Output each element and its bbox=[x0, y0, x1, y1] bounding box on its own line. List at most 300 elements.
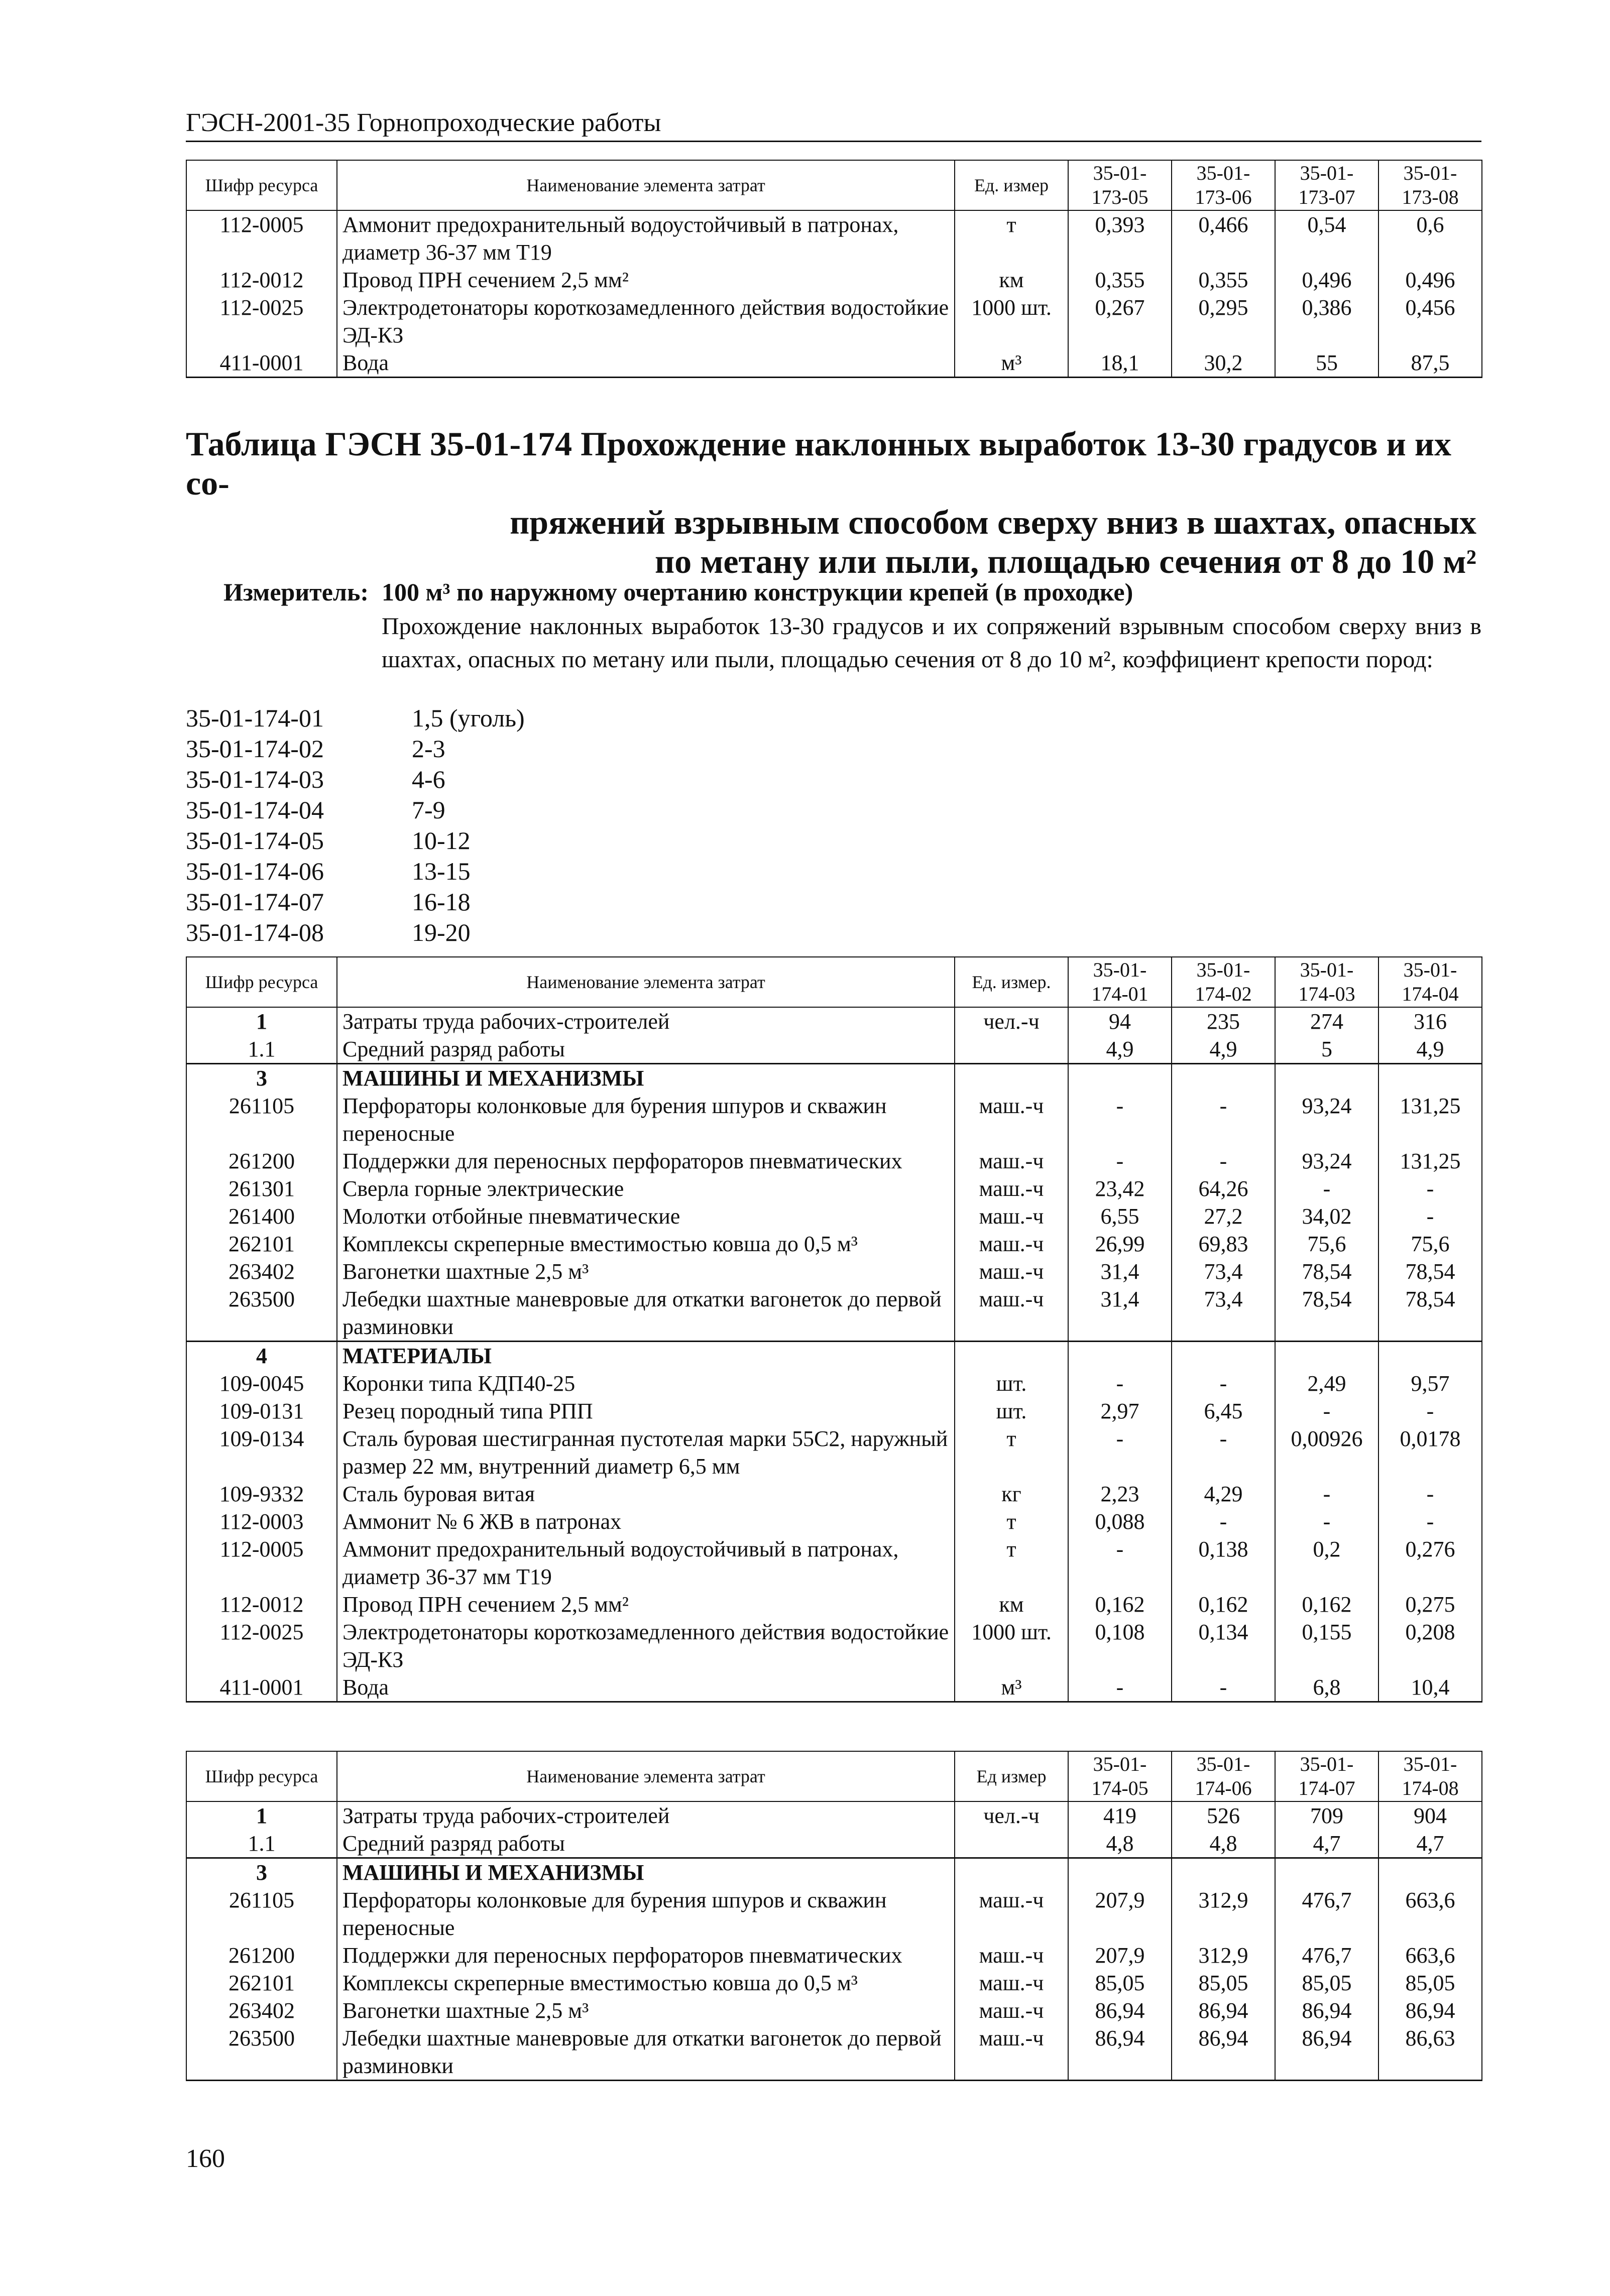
table-row bbox=[186, 1064, 1482, 1093]
value-cell: - bbox=[1275, 1397, 1378, 1425]
code-row bbox=[186, 734, 525, 764]
value-cell: 0,295 bbox=[1172, 294, 1275, 349]
value-cell: 4,8 bbox=[1172, 1830, 1275, 1858]
header-name: Наименование элемента затрат bbox=[337, 160, 955, 210]
value-cell: 31,4 bbox=[1068, 1285, 1172, 1342]
value-cell: 904 bbox=[1378, 1801, 1482, 1830]
header-norm-code: 35-01- 174-06 bbox=[1172, 1751, 1275, 1801]
header-name: Наименование элемента затрат bbox=[337, 1751, 955, 1801]
table-row bbox=[186, 1591, 1482, 1618]
value-cell bbox=[1172, 1342, 1275, 1370]
table-row bbox=[186, 1858, 1482, 1887]
value-cell: 64,26 bbox=[1172, 1175, 1275, 1202]
value-cell bbox=[1068, 1064, 1172, 1093]
header-norm-code: 35-01- 174-02 bbox=[1172, 957, 1275, 1007]
value-cell bbox=[1172, 1064, 1275, 1093]
value-cell: 78,54 bbox=[1275, 1285, 1378, 1342]
resource-name: Вода bbox=[337, 1673, 955, 1702]
resource-code: 1 bbox=[186, 1801, 337, 1830]
rock-hardness: 19-20 bbox=[412, 918, 471, 946]
resource-name: Электродетонаторы короткозамедленного действия водостойкие ЭД-КЗ bbox=[337, 294, 955, 349]
value-cell: - bbox=[1172, 1673, 1275, 1702]
value-cell: 0,138 bbox=[1172, 1535, 1275, 1591]
value-cell: 235 bbox=[1172, 1007, 1275, 1035]
table-row bbox=[186, 294, 1482, 349]
value-cell: 9,57 bbox=[1378, 1370, 1482, 1397]
header-norm-code: 35-01- 173-06 bbox=[1172, 160, 1275, 210]
table-row bbox=[186, 1342, 1482, 1370]
resource-code: 263500 bbox=[186, 1285, 337, 1342]
value-cell: 0,456 bbox=[1378, 294, 1482, 349]
unit: км bbox=[955, 266, 1068, 294]
value-cell: 0,496 bbox=[1275, 266, 1378, 294]
norm-code: 35-01-174-08 bbox=[186, 918, 324, 946]
code-row bbox=[186, 764, 525, 795]
value-cell: 0,267 bbox=[1068, 294, 1172, 349]
value-cell bbox=[1068, 1858, 1172, 1887]
value-cell: 86,63 bbox=[1378, 2024, 1482, 2081]
value-cell: 86,94 bbox=[1172, 1997, 1275, 2024]
header-code: Шифр ресурса bbox=[186, 160, 337, 210]
unit: маш.-ч bbox=[955, 1886, 1068, 1942]
resource-code: 3 bbox=[186, 1064, 337, 1093]
header-norm-code: 35-01- 173-05 bbox=[1068, 160, 1172, 210]
value-cell: - bbox=[1172, 1508, 1275, 1535]
header-norm-code: 35-01- 173-08 bbox=[1378, 160, 1482, 210]
value-cell: 274 bbox=[1275, 1007, 1378, 1035]
value-cell: 69,83 bbox=[1172, 1230, 1275, 1258]
page-number: 160 bbox=[186, 2144, 225, 2173]
value-cell: 312,9 bbox=[1172, 1942, 1275, 1969]
norm-code: 35-01-174-01 bbox=[186, 704, 324, 732]
value-cell: 18,1 bbox=[1068, 349, 1172, 378]
resource-name: Электродетонаторы короткозамедленного действия водостойкие ЭД-КЗ bbox=[337, 1618, 955, 1673]
table-row bbox=[186, 1886, 1482, 1942]
value-cell: 94 bbox=[1068, 1007, 1172, 1035]
value-cell: - bbox=[1378, 1202, 1482, 1230]
unit: км bbox=[955, 1591, 1068, 1618]
value-cell: 0,276 bbox=[1378, 1535, 1482, 1591]
value-cell: 312,9 bbox=[1172, 1886, 1275, 1942]
resource-name: Поддержки для переносных перфораторов пневматических bbox=[337, 1147, 955, 1175]
title-line-2: пряжений взрывным способом сверху вниз в шахтах, опасных bbox=[510, 503, 1476, 541]
value-cell: 5 bbox=[1275, 1035, 1378, 1064]
resource-name: Молотки отбойные пневматические bbox=[337, 1202, 955, 1230]
rock-hardness: 7-9 bbox=[412, 796, 445, 824]
unit: маш.-ч bbox=[955, 1230, 1068, 1258]
table-row bbox=[186, 349, 1482, 378]
resource-code: 112-0012 bbox=[186, 266, 337, 294]
norm-code: 35-01-174-03 bbox=[186, 765, 324, 793]
resource-code: 112-0005 bbox=[186, 1535, 337, 1591]
rock-hardness: 13-15 bbox=[412, 857, 471, 885]
header-unit: Ед измер bbox=[955, 1751, 1068, 1801]
value-cell: 34,02 bbox=[1275, 1202, 1378, 1230]
value-cell: 4,9 bbox=[1172, 1035, 1275, 1064]
header-norm-code: 35-01- 174-08 bbox=[1378, 1751, 1482, 1801]
table-row bbox=[186, 1535, 1482, 1591]
resource-code: 112-0025 bbox=[186, 1618, 337, 1673]
value-cell bbox=[1378, 1858, 1482, 1887]
resource-name: Вагонетки шахтные 2,5 м³ bbox=[337, 1997, 955, 2024]
unit bbox=[955, 1858, 1068, 1887]
value-cell bbox=[1275, 1064, 1378, 1093]
table-row bbox=[186, 210, 1482, 266]
table-row bbox=[186, 1508, 1482, 1535]
running-header: ГЭСН-2001-35 Горнопроходческие работы bbox=[186, 108, 661, 137]
resource-code: 261400 bbox=[186, 1202, 337, 1230]
resource-code: 261105 bbox=[186, 1092, 337, 1147]
code-row bbox=[186, 795, 525, 825]
unit: маш.-ч bbox=[955, 1175, 1068, 1202]
value-cell: 86,94 bbox=[1275, 2024, 1378, 2081]
value-cell: 0,6 bbox=[1378, 210, 1482, 266]
table-row bbox=[186, 1997, 1482, 2024]
resource-name: Сталь буровая шестигранная пустотелая марки 55С2, наружный размер 22 мм, внутренний диаметр 6,5 мм bbox=[337, 1425, 955, 1480]
meter-label: Измеритель: bbox=[223, 578, 369, 606]
unit bbox=[955, 1064, 1068, 1093]
value-cell: 30,2 bbox=[1172, 349, 1275, 378]
value-cell: 0,162 bbox=[1275, 1591, 1378, 1618]
resource-table-173 bbox=[186, 160, 1482, 378]
rock-hardness: 16-18 bbox=[412, 888, 471, 916]
table-row bbox=[186, 2024, 1482, 2081]
value-cell: 6,55 bbox=[1068, 1202, 1172, 1230]
value-cell: - bbox=[1172, 1425, 1275, 1480]
table-row bbox=[186, 1425, 1482, 1480]
value-cell: 78,54 bbox=[1378, 1285, 1482, 1342]
value-cell: 316 bbox=[1378, 1007, 1482, 1035]
value-cell: 526 bbox=[1172, 1801, 1275, 1830]
resource-name: Средний разряд работы bbox=[337, 1830, 955, 1858]
table-row bbox=[186, 266, 1482, 294]
value-cell: 4,9 bbox=[1378, 1035, 1482, 1064]
resource-code: 261200 bbox=[186, 1147, 337, 1175]
value-cell: 87,5 bbox=[1378, 349, 1482, 378]
value-cell: 85,05 bbox=[1378, 1969, 1482, 1997]
value-cell: 55 bbox=[1275, 349, 1378, 378]
unit: маш.-ч bbox=[955, 1969, 1068, 1997]
value-cell: 419 bbox=[1068, 1801, 1172, 1830]
value-cell: 75,6 bbox=[1275, 1230, 1378, 1258]
resource-code: 112-0025 bbox=[186, 294, 337, 349]
value-cell bbox=[1068, 1342, 1172, 1370]
norm-code: 35-01-174-06 bbox=[186, 857, 324, 885]
table-row bbox=[186, 1673, 1482, 1702]
title-line-1: Таблица ГЭСН 35-01-174 Прохождение наклонных выработок 13-30 градусов и их со- bbox=[186, 425, 1452, 502]
resource-code: 109-0045 bbox=[186, 1370, 337, 1397]
unit: т bbox=[955, 210, 1068, 266]
value-cell: 85,05 bbox=[1275, 1969, 1378, 1997]
value-cell: 0,134 bbox=[1172, 1618, 1275, 1673]
header-unit: Ед. измер bbox=[955, 160, 1068, 210]
table-row bbox=[186, 1175, 1482, 1202]
header-norm-code: 35-01- 173-07 bbox=[1275, 160, 1378, 210]
table-row bbox=[186, 1801, 1482, 1830]
value-cell: - bbox=[1068, 1370, 1172, 1397]
header-norm-code: 35-01- 174-01 bbox=[1068, 957, 1172, 1007]
resource-code: 261105 bbox=[186, 1886, 337, 1942]
value-cell: 10,4 bbox=[1378, 1673, 1482, 1702]
table-row bbox=[186, 1618, 1482, 1673]
resource-table-174-05-08 bbox=[186, 1751, 1482, 2081]
value-cell: - bbox=[1275, 1508, 1378, 1535]
table-row bbox=[186, 1007, 1482, 1035]
header-norm-code: 35-01- 174-05 bbox=[1068, 1751, 1172, 1801]
code-row bbox=[186, 703, 525, 734]
value-cell: 0,496 bbox=[1378, 266, 1482, 294]
resource-name: Аммонит предохранительный водоустойчивый в патронах, диаметр 36-37 мм Т19 bbox=[337, 210, 955, 266]
value-cell: - bbox=[1378, 1508, 1482, 1535]
value-cell: 6,45 bbox=[1172, 1397, 1275, 1425]
resource-name: Вагонетки шахтные 2,5 м³ bbox=[337, 1258, 955, 1285]
table-row bbox=[186, 1285, 1482, 1342]
resource-code: 109-0131 bbox=[186, 1397, 337, 1425]
unit: кг bbox=[955, 1480, 1068, 1508]
resource-name: Аммонит № 6 ЖВ в патронах bbox=[337, 1508, 955, 1535]
table-row bbox=[186, 1202, 1482, 1230]
table-row bbox=[186, 1035, 1482, 1064]
value-cell: 0,355 bbox=[1068, 266, 1172, 294]
value-cell: 4,8 bbox=[1068, 1830, 1172, 1858]
table-row bbox=[186, 1147, 1482, 1175]
value-cell: 85,05 bbox=[1172, 1969, 1275, 1997]
value-cell: - bbox=[1068, 1425, 1172, 1480]
value-cell: 31,4 bbox=[1068, 1258, 1172, 1285]
value-cell: - bbox=[1378, 1480, 1482, 1508]
rock-hardness: 1,5 (уголь) bbox=[412, 704, 525, 732]
resource-name: МАШИНЫ И МЕХАНИЗМЫ bbox=[337, 1858, 955, 1887]
value-cell: 0,386 bbox=[1275, 294, 1378, 349]
table-row bbox=[186, 1969, 1482, 1997]
resource-name: Резец породный типа РПП bbox=[337, 1397, 955, 1425]
value-cell: 0,108 bbox=[1068, 1618, 1172, 1673]
value-cell bbox=[1275, 1342, 1378, 1370]
header-name: Наименование элемента затрат bbox=[337, 957, 955, 1007]
resource-name: Перфораторы колонковые для бурения шпуров и скважин переносные bbox=[337, 1886, 955, 1942]
norm-code: 35-01-174-07 bbox=[186, 888, 324, 916]
value-cell: 4,7 bbox=[1275, 1830, 1378, 1858]
unit: маш.-ч bbox=[955, 1147, 1068, 1175]
resource-name: Лебедки шахтные маневровые для откатки вагонеток до первой разминовки bbox=[337, 2024, 955, 2081]
value-cell: - bbox=[1378, 1397, 1482, 1425]
value-cell bbox=[1172, 1858, 1275, 1887]
rock-hardness: 2-3 bbox=[412, 735, 445, 763]
value-cell: 0,00926 bbox=[1275, 1425, 1378, 1480]
unit: чел.-ч bbox=[955, 1801, 1068, 1830]
norm-code: 35-01-174-04 bbox=[186, 796, 324, 824]
value-cell: 0,155 bbox=[1275, 1618, 1378, 1673]
table-row bbox=[186, 1230, 1482, 1258]
value-cell: 207,9 bbox=[1068, 1886, 1172, 1942]
header-norm-code: 35-01- 174-07 bbox=[1275, 1751, 1378, 1801]
value-cell: 0,275 bbox=[1378, 1591, 1482, 1618]
value-cell: - bbox=[1068, 1673, 1172, 1702]
value-cell: 78,54 bbox=[1275, 1258, 1378, 1285]
unit bbox=[955, 1342, 1068, 1370]
value-cell: 78,54 bbox=[1378, 1258, 1482, 1285]
resource-code: 263402 bbox=[186, 1997, 337, 2024]
value-cell: 73,4 bbox=[1172, 1285, 1275, 1342]
title-line-3: по метану или пыли, площадью сечения от 8 до 10 м² bbox=[654, 542, 1476, 580]
unit: маш.-ч bbox=[955, 1997, 1068, 2024]
header-unit: Ед. измер. bbox=[955, 957, 1068, 1007]
resource-name: Средний разряд работы bbox=[337, 1035, 955, 1064]
unit: маш.-ч bbox=[955, 1942, 1068, 1969]
resource-name: Комплексы скреперные вместимостью ковша до 0,5 м³ bbox=[337, 1230, 955, 1258]
resource-name: Затраты труда рабочих-строителей bbox=[337, 1801, 955, 1830]
code-row bbox=[186, 887, 525, 917]
resource-code: 261200 bbox=[186, 1942, 337, 1969]
value-cell: 0,2 bbox=[1275, 1535, 1378, 1591]
resource-name: МАТЕРИАЛЫ bbox=[337, 1342, 955, 1370]
value-cell: 27,2 bbox=[1172, 1202, 1275, 1230]
value-cell: 23,42 bbox=[1068, 1175, 1172, 1202]
value-cell: 85,05 bbox=[1068, 1969, 1172, 1997]
resource-name: Провод ПРН сечением 2,5 мм² bbox=[337, 266, 955, 294]
resource-code: 3 bbox=[186, 1858, 337, 1887]
value-cell: 0,0178 bbox=[1378, 1425, 1482, 1480]
value-cell: 476,7 bbox=[1275, 1886, 1378, 1942]
unit bbox=[955, 1830, 1068, 1858]
value-cell: 207,9 bbox=[1068, 1942, 1172, 1969]
resource-name: Аммонит предохранительный водоустойчивый в патронах, диаметр 36-37 мм Т19 bbox=[337, 1535, 955, 1591]
value-cell: 0,162 bbox=[1172, 1591, 1275, 1618]
value-cell: 73,4 bbox=[1172, 1258, 1275, 1285]
unit: т bbox=[955, 1535, 1068, 1591]
value-cell: 2,97 bbox=[1068, 1397, 1172, 1425]
value-cell bbox=[1275, 1858, 1378, 1887]
value-cell: 4,7 bbox=[1378, 1830, 1482, 1858]
resource-name: Сталь буровая витая bbox=[337, 1480, 955, 1508]
unit: маш.-ч bbox=[955, 1092, 1068, 1147]
value-cell: 86,94 bbox=[1068, 1997, 1172, 2024]
table-row bbox=[186, 1480, 1482, 1508]
resource-code: 4 bbox=[186, 1342, 337, 1370]
norm-codes-list bbox=[186, 703, 525, 948]
unit: шт. bbox=[955, 1397, 1068, 1425]
unit: маш.-ч bbox=[955, 1285, 1068, 1342]
unit: т bbox=[955, 1508, 1068, 1535]
resource-code: 112-0003 bbox=[186, 1508, 337, 1535]
resource-code: 1.1 bbox=[186, 1035, 337, 1064]
value-cell: 0,208 bbox=[1378, 1618, 1482, 1673]
unit: маш.-ч bbox=[955, 1202, 1068, 1230]
resource-code: 112-0005 bbox=[186, 210, 337, 266]
unit: маш.-ч bbox=[955, 1258, 1068, 1285]
code-row bbox=[186, 856, 525, 887]
resource-code: 263402 bbox=[186, 1258, 337, 1285]
meter-description: Прохождение наклонных выработок 13-30 градусов и их сопряжений взрывным способом сверху вниз в шахтах, опасных по метану или пыли, площадью сечения от 8 до 10 м², коэффициент крепости пород: bbox=[382, 613, 1481, 673]
header-norm-code: 35-01- 174-04 bbox=[1378, 957, 1482, 1007]
value-cell: 0,54 bbox=[1275, 210, 1378, 266]
meter-text: 100 м³ по наружному очертанию конструкции крепей (в проходке) bbox=[382, 578, 1133, 606]
value-cell: - bbox=[1172, 1370, 1275, 1397]
value-cell: - bbox=[1275, 1175, 1378, 1202]
value-cell: 2,49 bbox=[1275, 1370, 1378, 1397]
resource-code: 1.1 bbox=[186, 1830, 337, 1858]
resource-code: 109-0134 bbox=[186, 1425, 337, 1480]
resource-code: 112-0012 bbox=[186, 1591, 337, 1618]
value-cell: 0,162 bbox=[1068, 1591, 1172, 1618]
unit: м³ bbox=[955, 1673, 1068, 1702]
value-cell: 86,94 bbox=[1172, 2024, 1275, 2081]
unit: т bbox=[955, 1425, 1068, 1480]
value-cell: 75,6 bbox=[1378, 1230, 1482, 1258]
rock-hardness: 10-12 bbox=[412, 826, 471, 855]
value-cell: 26,99 bbox=[1068, 1230, 1172, 1258]
value-cell: - bbox=[1275, 1480, 1378, 1508]
table-row bbox=[186, 1092, 1482, 1147]
header-rule bbox=[186, 141, 1481, 142]
resource-name: Перфораторы колонковые для бурения шпуров и скважин переносные bbox=[337, 1092, 955, 1147]
value-cell: 0,088 bbox=[1068, 1508, 1172, 1535]
unit: 1000 шт. bbox=[955, 294, 1068, 349]
table-row bbox=[186, 1830, 1482, 1858]
value-cell: - bbox=[1068, 1092, 1172, 1147]
header-code: Шифр ресурса bbox=[186, 1751, 337, 1801]
unit: м³ bbox=[955, 349, 1068, 378]
value-cell: 2,23 bbox=[1068, 1480, 1172, 1508]
value-cell: 131,25 bbox=[1378, 1092, 1482, 1147]
value-cell: 0,355 bbox=[1172, 266, 1275, 294]
table-row bbox=[186, 1942, 1482, 1969]
resource-table-174-01-04 bbox=[186, 956, 1482, 1703]
resource-name: Поддержки для переносных перфораторов пневматических bbox=[337, 1942, 955, 1969]
table-row bbox=[186, 1370, 1482, 1397]
resource-code: 411-0001 bbox=[186, 1673, 337, 1702]
value-cell: 663,6 bbox=[1378, 1942, 1482, 1969]
value-cell: 4,9 bbox=[1068, 1035, 1172, 1064]
value-cell: 4,29 bbox=[1172, 1480, 1275, 1508]
resource-name: Затраты труда рабочих-строителей bbox=[337, 1007, 955, 1035]
value-cell: - bbox=[1068, 1535, 1172, 1591]
value-cell: 86,94 bbox=[1068, 2024, 1172, 2081]
table-row bbox=[186, 1397, 1482, 1425]
value-cell: 709 bbox=[1275, 1801, 1378, 1830]
value-cell: 93,24 bbox=[1275, 1147, 1378, 1175]
resource-name: Коронки типа КДП40-25 bbox=[337, 1370, 955, 1397]
value-cell bbox=[1378, 1064, 1482, 1093]
resource-code: 109-9332 bbox=[186, 1480, 337, 1508]
resource-code: 262101 bbox=[186, 1969, 337, 1997]
value-cell: 131,25 bbox=[1378, 1147, 1482, 1175]
resource-name: Сверла горные электрические bbox=[337, 1175, 955, 1202]
value-cell: - bbox=[1068, 1147, 1172, 1175]
value-cell: 86,94 bbox=[1378, 1997, 1482, 2024]
value-cell bbox=[1378, 1342, 1482, 1370]
value-cell: 0,466 bbox=[1172, 210, 1275, 266]
resource-code: 1 bbox=[186, 1007, 337, 1035]
table-row bbox=[186, 1258, 1482, 1285]
resource-name: Лебедки шахтные маневровые для откатки вагонеток до первой разминовки bbox=[337, 1285, 955, 1342]
unit: чел.-ч bbox=[955, 1007, 1068, 1035]
unit: 1000 шт. bbox=[955, 1618, 1068, 1673]
resource-name: МАШИНЫ И МЕХАНИЗМЫ bbox=[337, 1064, 955, 1093]
value-cell: 0,393 bbox=[1068, 210, 1172, 266]
resource-code: 261301 bbox=[186, 1175, 337, 1202]
unit bbox=[955, 1035, 1068, 1064]
code-row bbox=[186, 825, 525, 856]
value-cell: 663,6 bbox=[1378, 1886, 1482, 1942]
resource-code: 262101 bbox=[186, 1230, 337, 1258]
value-cell: 93,24 bbox=[1275, 1092, 1378, 1147]
value-cell: - bbox=[1172, 1147, 1275, 1175]
resource-name: Вода bbox=[337, 349, 955, 378]
value-cell: - bbox=[1172, 1092, 1275, 1147]
unit: шт. bbox=[955, 1370, 1068, 1397]
norm-code: 35-01-174-05 bbox=[186, 826, 324, 855]
